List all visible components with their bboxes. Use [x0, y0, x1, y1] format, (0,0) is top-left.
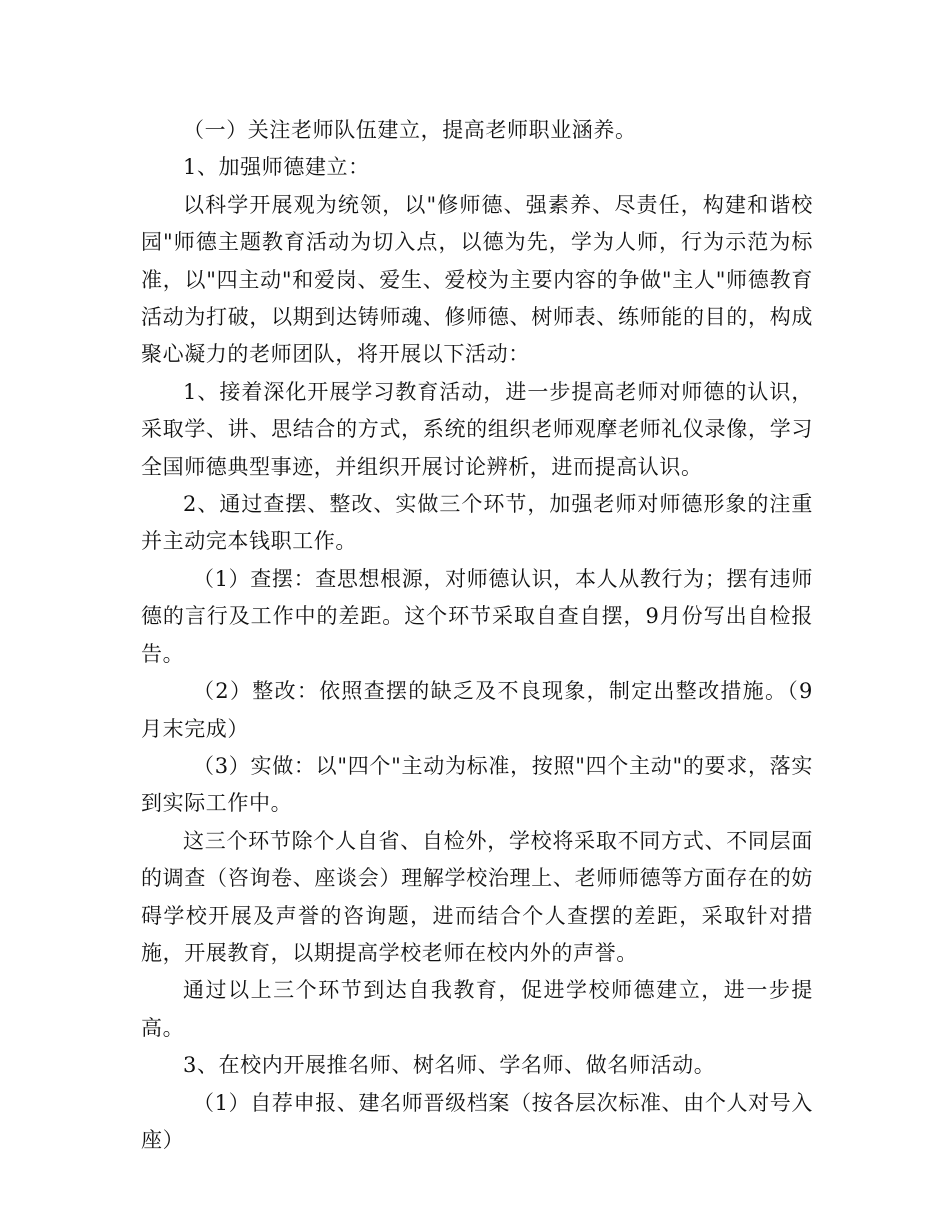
section-heading: （一）关注老师队伍建立，提高老师职业涵养。 [183, 118, 637, 142]
sub-list-item: （3）实做：以"四个"主动为标准，按照"四个主动"的要求，落实到实际工作中。 [141, 753, 813, 816]
body-paragraph: 通过以上三个环节到达自我教育，促进学校师德建立，进一步提高。 [141, 978, 813, 1040]
sub-list-item: （1）自荐申报、建名师晋级档案（按各层次标准、由个人对号入座） [141, 1090, 813, 1152]
sub-list-item: （2）整改：依照查摆的缺乏及不良现象，制定出整改措施。（9月末完成） [141, 679, 813, 741]
subheading-teacher-ethics: 1、加强师德建立： [183, 155, 370, 180]
body-paragraph: 以科学开展观为统领，以"修师德、强素养、尽责任，构建和谐校园"师德主题教育活动为切入点，以德为先，学为人师，行为示范为标准，以"四主动"和爱岗、爱生、爱校为主要内容的争做"主人"师德教育活动为打破，以期到达铸师魂、修师德、树师表、练师能的目的，构成聚心凝力的老师团队，将开展以下活动： [141, 192, 813, 367]
list-item: 2、通过查摆、整改、实做三个环节，加强老师对师德形象的注重并主动完本钱职工作。 [141, 492, 813, 554]
list-item: 1、接着深化开展学习教育活动，进一步提高老师对师德的认识，采取学、讲、思结合的方式，系统的组织老师观摩老师礼仪录像，学习全国师德典型事迹，并组织开展讨论辨析，进而提高认识。 [141, 379, 813, 479]
sub-list-item: （1）查摆：查思想根源，对师德认识，本人从教行为；摆有违师德的言行及工作中的差距。这个环节采取自查自摆，9月份写出自检报告。 [141, 566, 813, 666]
body-paragraph: 这三个环节除个人自省、自检外，学校将采取不同方式、不同层面的调查（咨询卷、座谈会）理解学校治理上、老师师德等方面存在的妨碍学校开展及声誉的咨询题，进而结合个人查摆的差距，采取针对措施，开展教育，以期提高学校老师在校内外的声誉。 [141, 828, 813, 965]
list-item: 3、在校内开展推名师、树名师、学名师、做名师活动。 [183, 1053, 716, 1078]
document-body [141, 112, 813, 1159]
